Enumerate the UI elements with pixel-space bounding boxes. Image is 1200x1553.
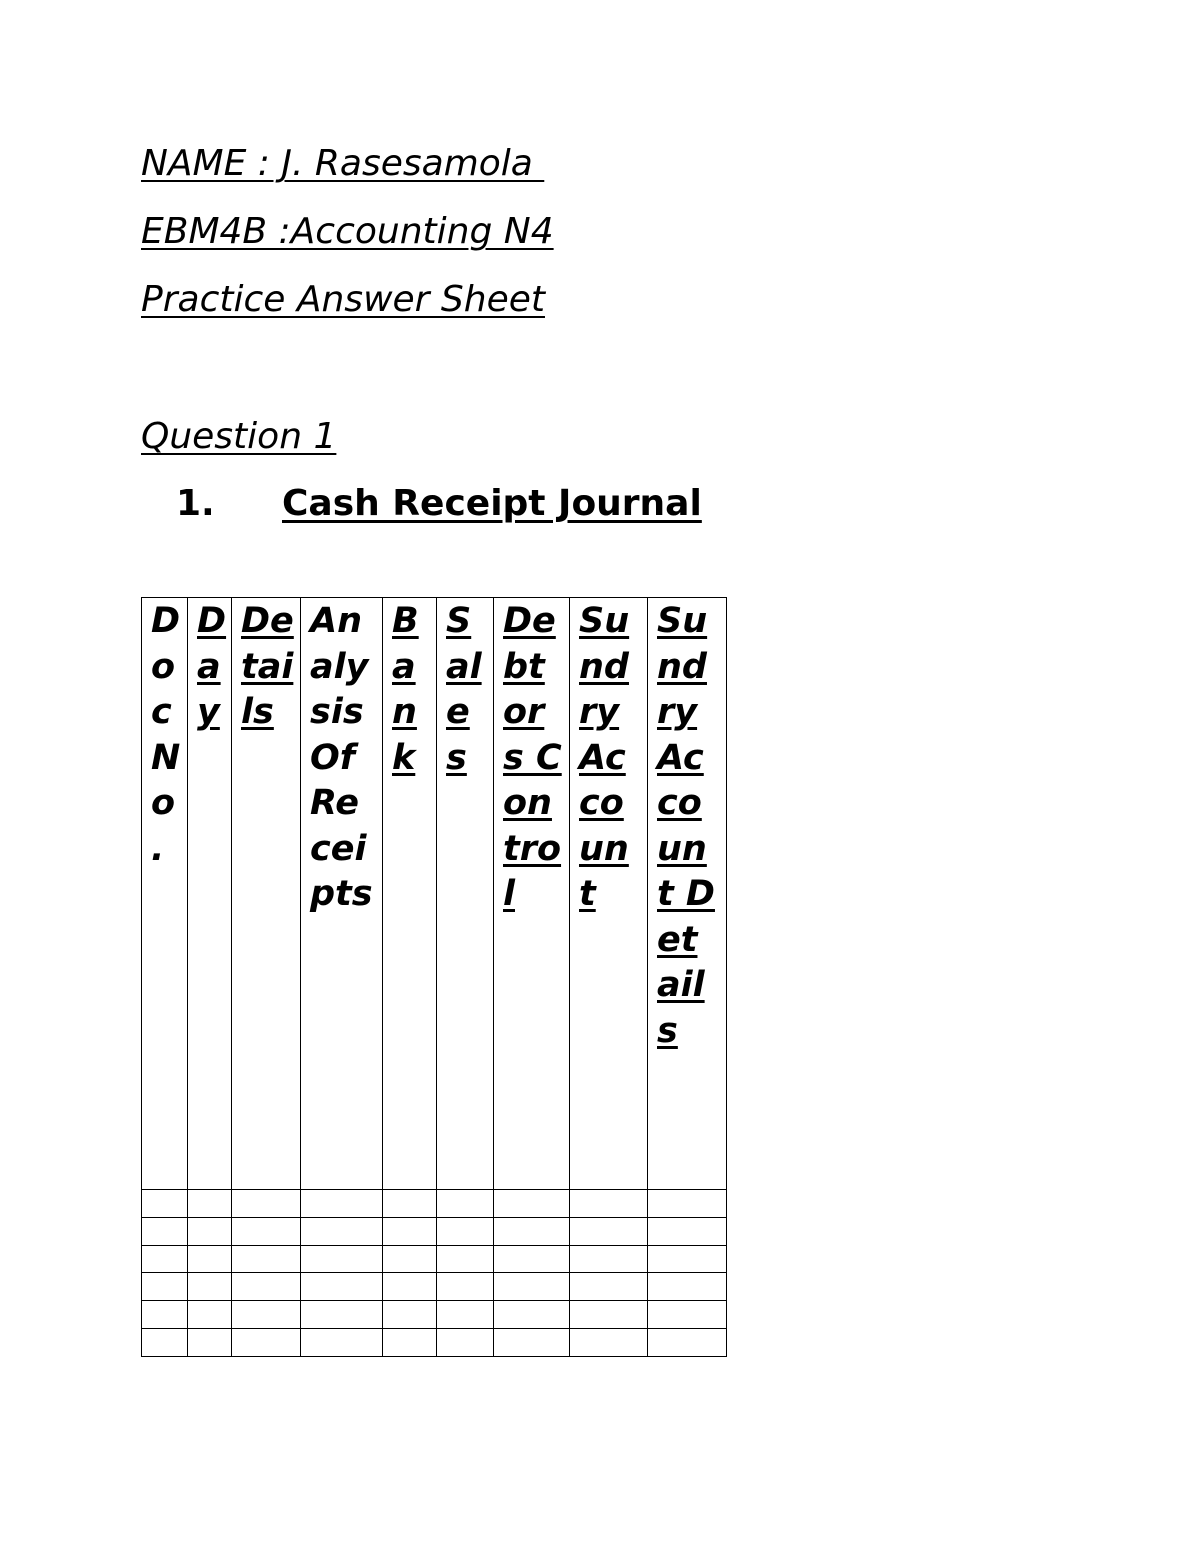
table-cell[interactable] [648,1273,727,1301]
table-cell[interactable] [142,1273,188,1301]
table-cell[interactable] [494,1328,570,1356]
table-cell[interactable] [383,1190,437,1218]
column-header-sales: Sales [437,598,494,1190]
table-cell[interactable] [570,1190,648,1218]
table-cell[interactable] [570,1217,648,1245]
table-header-row [142,598,727,1190]
table-cell[interactable] [188,1217,232,1245]
column-header-details: Details [232,598,301,1190]
table-cell[interactable] [188,1273,232,1301]
table-cell[interactable] [494,1273,570,1301]
table-cell[interactable] [232,1217,301,1245]
table-cell[interactable] [232,1273,301,1301]
table-row [142,1217,727,1245]
table-cell[interactable] [142,1190,188,1218]
column-header-bank: Bank [383,598,437,1190]
table-cell[interactable] [494,1245,570,1273]
cash-receipt-journal-table [141,597,727,1357]
table-cell[interactable] [570,1301,648,1329]
column-header-doc-no: Doc No. [142,598,188,1190]
student-name: NAME : J. Rasesamola [141,143,545,184]
journal-heading: Cash Receipt Journal [282,483,702,524]
table-cell[interactable] [648,1217,727,1245]
table-cell[interactable] [301,1328,383,1356]
table-cell[interactable] [301,1217,383,1245]
table-cell[interactable] [437,1328,494,1356]
table-cell[interactable] [648,1301,727,1329]
column-header-day: Day [188,598,232,1190]
table-cell[interactable] [188,1190,232,1218]
table-cell[interactable] [570,1328,648,1356]
table-cell[interactable] [142,1328,188,1356]
course-title: EBM4B :Accounting N4 [141,211,554,252]
table-cell[interactable] [142,1301,188,1329]
table-cell[interactable] [383,1301,437,1329]
table-cell[interactable] [437,1301,494,1329]
table-cell[interactable] [232,1301,301,1329]
table-cell[interactable] [383,1245,437,1273]
table-cell[interactable] [648,1328,727,1356]
table-cell[interactable] [383,1273,437,1301]
item-number: 1. [176,483,215,524]
table-cell[interactable] [437,1217,494,1245]
table-cell[interactable] [188,1328,232,1356]
table-cell[interactable] [301,1245,383,1273]
numbered-heading [176,483,702,524]
table-cell[interactable] [494,1190,570,1218]
table-cell[interactable] [437,1190,494,1218]
table-row [142,1190,727,1218]
column-header-sundry-account-details: Sundry Account Details [648,598,727,1190]
table-cell[interactable] [301,1273,383,1301]
table-row [142,1273,727,1301]
table-cell[interactable] [232,1190,301,1218]
table-cell[interactable] [570,1273,648,1301]
column-header-sundry-account: Sundry Account [570,598,648,1190]
table-cell[interactable] [301,1301,383,1329]
table-cell[interactable] [570,1245,648,1273]
table-cell[interactable] [232,1328,301,1356]
table-cell[interactable] [494,1217,570,1245]
table-body [142,1190,727,1357]
table-cell[interactable] [188,1301,232,1329]
table-cell[interactable] [437,1273,494,1301]
table-cell[interactable] [142,1245,188,1273]
sheet-title: Practice Answer Sheet [141,279,545,320]
table-row [142,1245,727,1273]
table-row [142,1328,727,1356]
table-cell[interactable] [188,1245,232,1273]
table-cell[interactable] [648,1190,727,1218]
table-cell[interactable] [232,1245,301,1273]
table-cell[interactable] [142,1217,188,1245]
table-row [142,1301,727,1329]
table-cell[interactable] [301,1190,383,1218]
question-title: Question 1 [141,416,337,457]
column-header-debtors-control: Debtors Control [494,598,570,1190]
table-cell[interactable] [383,1217,437,1245]
table-cell[interactable] [383,1328,437,1356]
column-header-analysis-of-receipts: Analysis Of Receipts [301,598,383,1190]
table-cell[interactable] [437,1245,494,1273]
table-cell[interactable] [494,1301,570,1329]
table-cell[interactable] [648,1245,727,1273]
